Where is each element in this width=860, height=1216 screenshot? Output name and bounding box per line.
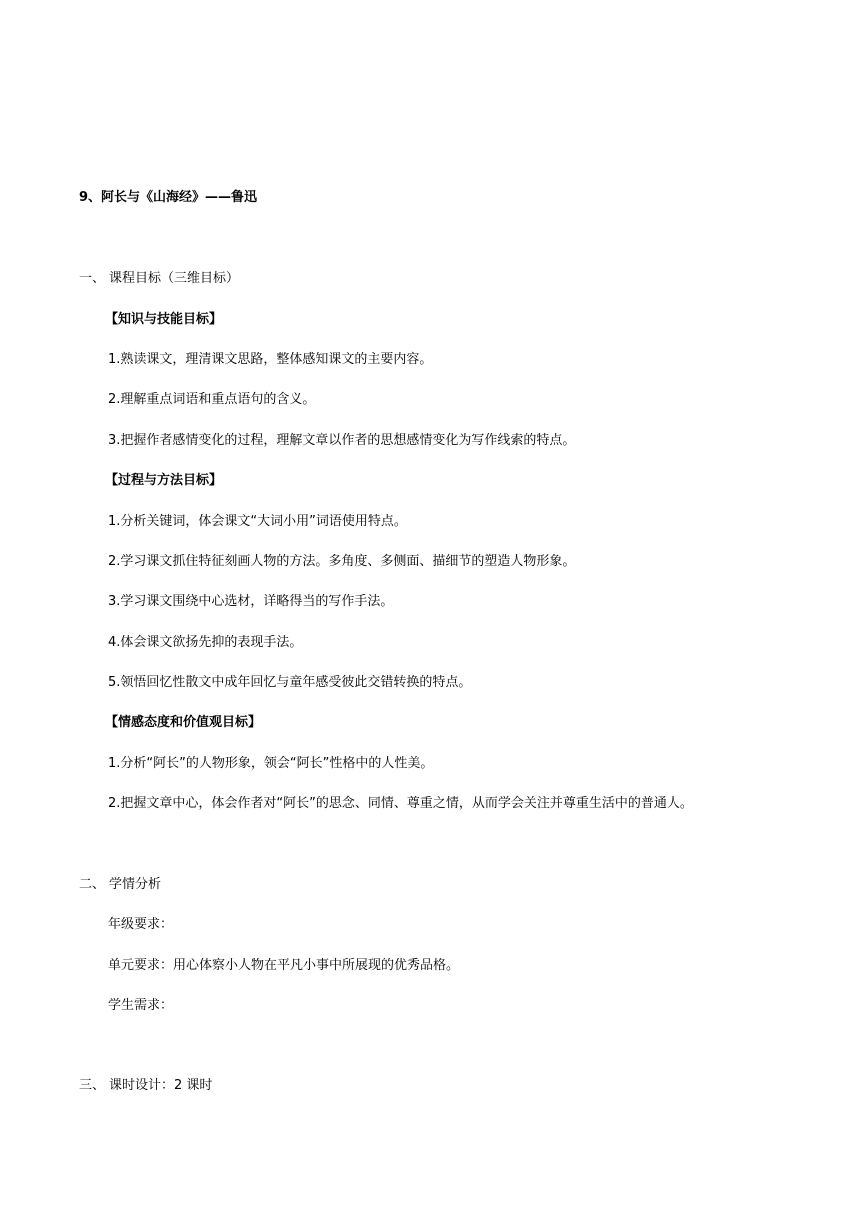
list-item: 5.领悟回忆性散文中成年回忆与童年感受彼此交错转换的特点。 <box>108 675 472 690</box>
list-item: 1.分析“阿长”的人物形象，领会“阿长”性格中的人性美。 <box>108 756 434 771</box>
section-number: 一、 <box>79 271 106 286</box>
section-heading-text: 课时设计：2 课时 <box>109 1078 213 1093</box>
section-heading-3 <box>79 1077 212 1095</box>
section-heading-2 <box>79 876 161 894</box>
list-item: 1.分析关键词，体会课文“大词小用”词语使用特点。 <box>108 514 407 529</box>
list-item: 年级要求： <box>108 917 174 932</box>
group-label-process: 【过程与方法目标】 <box>105 473 223 488</box>
document-title: 9、阿长与《山海经》——鲁迅 <box>79 190 258 205</box>
list-item: 2.理解重点词语和重点语句的含义。 <box>108 392 316 407</box>
list-item: 4.体会课文欲扬先抑的表现手法。 <box>108 635 303 650</box>
list-item: 学生需求： <box>108 998 174 1013</box>
section-heading-text: 学情分析 <box>109 877 162 892</box>
list-item: 2.把握文章中心，体会作者对“阿长”的思念、同情、尊重之情，从而学会关注并尊重生活中的普通人。 <box>108 796 693 811</box>
group-label-emotion: 【情感态度和价值观目标】 <box>105 715 262 730</box>
list-item: 1.熟读课文，理清课文思路，整体感知课文的主要内容。 <box>108 352 433 367</box>
section-heading-1 <box>79 270 239 288</box>
group-label-knowledge: 【知识与技能目标】 <box>105 312 223 327</box>
section-number: 三、 <box>79 1078 106 1093</box>
list-item: 3.把握作者感情变化的过程，理解文章以作者的思想感情变化为写作线索的特点。 <box>108 433 576 448</box>
list-item: 3.学习课文围绕中心选材，详略得当的写作手法。 <box>108 594 394 609</box>
section-number: 二、 <box>79 877 106 892</box>
list-item: 单元要求：用心体察小人物在平凡小事中所展现的优秀品格。 <box>108 958 460 973</box>
section-heading-text: 课程目标（三维目标） <box>109 271 240 286</box>
list-item: 2.学习课文抓住特征刻画人物的方法。多角度、多侧面、描细节的塑造人物形象。 <box>108 554 576 569</box>
